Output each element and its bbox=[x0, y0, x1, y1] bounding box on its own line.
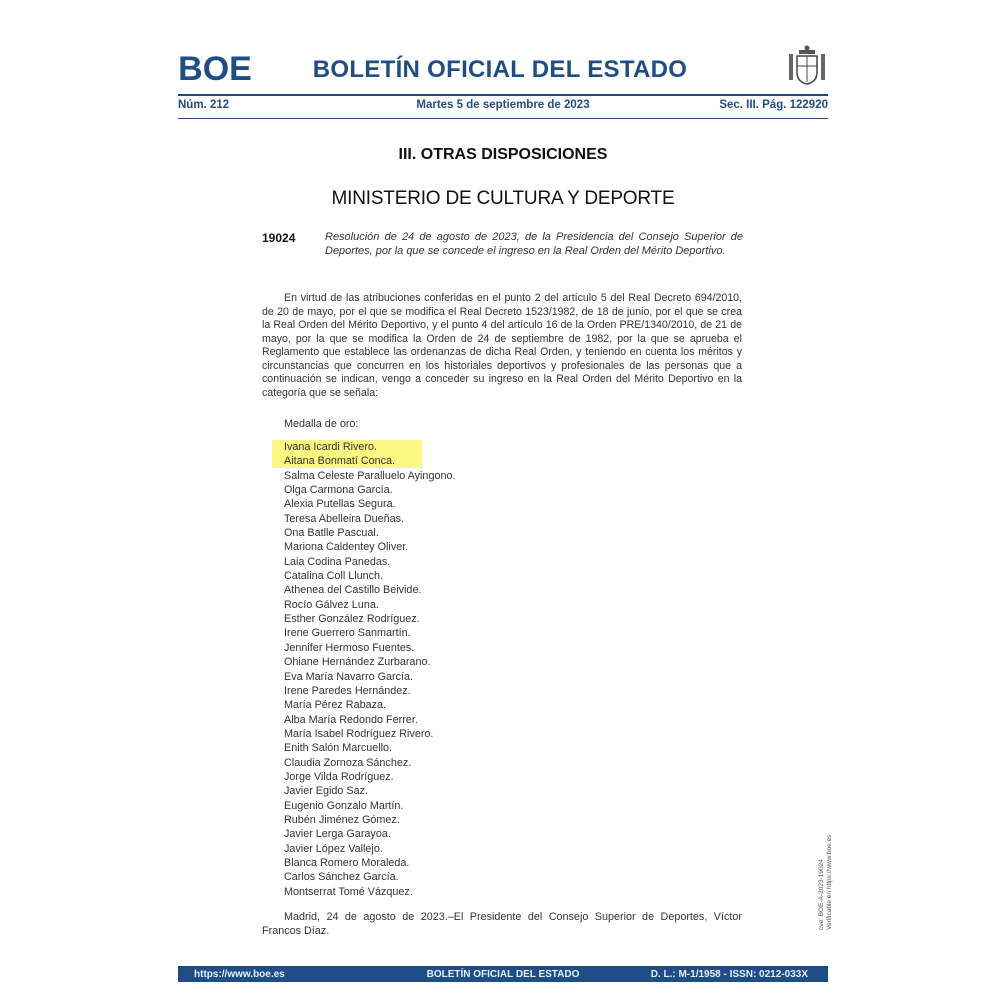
awardee-name bbox=[284, 799, 455, 813]
header-rule-bottom bbox=[178, 118, 828, 119]
awardee-name-text: Ohiane Hernández Zurbarano. bbox=[284, 656, 431, 669]
awardee-name-text: María Isabel Rodríguez Rivero. bbox=[284, 727, 434, 740]
awardee-name bbox=[284, 670, 455, 684]
masthead-title: BOLETÍN OFICIAL DEL ESTADO bbox=[312, 56, 688, 83]
footer-legal-deposit: D. L.: M-1/1958 - ISSN: 0212-033X bbox=[650, 969, 808, 980]
awardee-name bbox=[284, 598, 455, 612]
awardee-name-text: Enith Salón Marcuello. bbox=[284, 742, 393, 755]
signature: Madrid, 24 de agosto de 2023.–El Presidente del Consejo Superior de Deportes, Víctor Francos Díaz. bbox=[262, 911, 742, 937]
awardee-name bbox=[284, 526, 455, 540]
awardee-name bbox=[284, 555, 455, 569]
awardee-name-text: Eva María Navarro García. bbox=[284, 670, 414, 683]
boe-logo-text: BOE bbox=[178, 50, 252, 86]
awardee-name-text: Catalina Coll Llunch. bbox=[284, 570, 384, 583]
awardee-name bbox=[284, 512, 455, 526]
coat-of-arms-icon bbox=[785, 44, 829, 88]
awardee-name bbox=[284, 569, 455, 583]
ministry-title: MINISTERIO DE CULTURA Y DEPORTE bbox=[331, 188, 675, 209]
section-page: Sec. III. Pág. 122920 bbox=[719, 99, 828, 111]
awardee-name-text: Irene Paredes Hernández. bbox=[284, 684, 411, 697]
issue-number: Núm. 212 bbox=[178, 99, 230, 111]
header-rule-top bbox=[178, 94, 828, 96]
awardee-name-text: Ivana Icardi Rivero. bbox=[284, 441, 378, 453]
awardee-name bbox=[284, 741, 455, 755]
awardee-name bbox=[284, 641, 455, 655]
awardee-name-text: Blanca Romero Moraleda. bbox=[284, 856, 410, 869]
awardee-name-text: Claudia Zornoza Sánchez. bbox=[284, 756, 412, 769]
awardee-name-text: María Pérez Rabaza. bbox=[284, 699, 387, 712]
awardee-name bbox=[284, 885, 455, 899]
awardee-name-text: Alba María Redondo Ferrer. bbox=[284, 713, 418, 726]
footer-url-link[interactable]: https://www.boe.es bbox=[194, 969, 285, 980]
awardee-name bbox=[284, 870, 455, 884]
awardee-name bbox=[284, 626, 455, 640]
medal-label: Medalla de oro: bbox=[284, 418, 359, 430]
awardee-name-text: Jennifer Hermoso Fuentes. bbox=[284, 641, 415, 654]
footer-title: BOLETÍN OFICIAL DEL ESTADO bbox=[426, 969, 580, 980]
awardee-name-text: Montserrat Tomé Vázquez. bbox=[284, 885, 413, 898]
awardee-name bbox=[284, 483, 455, 497]
awardee-name-text: Alexia Putellas Segura. bbox=[284, 498, 396, 511]
awardee-name-text: Carlos Sánchez García. bbox=[284, 871, 399, 884]
awardee-name bbox=[284, 540, 455, 554]
awardee-name bbox=[284, 770, 455, 784]
awardee-name bbox=[284, 713, 455, 727]
awardee-name bbox=[284, 440, 455, 454]
awardee-name-text: Rocío Gálvez Luna. bbox=[284, 598, 379, 611]
awardee-list bbox=[284, 440, 455, 899]
awardee-name bbox=[284, 813, 455, 827]
awardee-name bbox=[284, 727, 455, 741]
awardee-name-text: Aitana Bonmatí Conca. bbox=[284, 455, 396, 468]
awardee-name-text: Javier Lerga Garayoa. bbox=[284, 828, 391, 841]
awardee-name bbox=[284, 784, 455, 798]
awardee-name bbox=[284, 454, 455, 468]
issue-date: Martes 5 de septiembre de 2023 bbox=[416, 99, 590, 111]
footer-bar bbox=[178, 966, 828, 982]
verification-url: Verificable en https://www.boe.es bbox=[826, 834, 833, 930]
header-meta-row bbox=[178, 99, 828, 115]
awardee-name-text: Eugenio Gonzalo Martín. bbox=[284, 799, 404, 812]
verification-cve: cve: BOE-A-2023-19024 bbox=[818, 859, 825, 930]
awardee-name bbox=[284, 842, 455, 856]
boe-logo bbox=[178, 50, 252, 86]
awardee-name bbox=[284, 756, 455, 770]
verification-stamp bbox=[818, 810, 842, 930]
section-title: III. OTRAS DISPOSICIONES bbox=[398, 146, 608, 163]
awardee-name bbox=[284, 856, 455, 870]
awardee-name bbox=[284, 698, 455, 712]
awardee-name bbox=[284, 469, 455, 483]
awardee-name-text: Javier Egido Saz. bbox=[284, 785, 369, 798]
awardee-name-text: Esther González Rodríguez. bbox=[284, 613, 420, 626]
awardee-name bbox=[284, 497, 455, 511]
awardee-name-text: Mariona Caldentey Oliver. bbox=[284, 541, 409, 554]
awardee-name bbox=[284, 612, 455, 626]
awardee-name-text: Ona Batlle Pascual. bbox=[284, 527, 379, 540]
awardee-name-text: Salma Celeste Paralluelo Ayingono. bbox=[284, 469, 456, 482]
body-paragraph: En virtud de las atribuciones conferidas en el punto 2 del artículo 5 del Real Decreto 694/2010, de 20 de mayo, por el que se modifica el Real Decreto 1523/1982, de 18 de junio, por el que se crea la Real Orden del Mérito Deportivo, y el punto 4 del artículo 16 de la Orden PRE/1340/2010, de 21 de mayo, por la que se modifica la Orden de 24 de septiembre de 1982, por la que se aprueba el Reglamento que establece las ordenanzas de dicha Real Orden, y teniendo en cuenta los méritos y circunstancias que concurren en los historiales deportivos y profesionales de las personas que a continuación se indican, vengo a conceder su ingreso en la Real Orden del Mérito Deportivo en la categoría que se señala: bbox=[262, 292, 742, 399]
awardee-name bbox=[284, 827, 455, 841]
awardee-name bbox=[284, 684, 455, 698]
disposition-summary: Resolución de 24 de agosto de 2023, de la Presidencia del Consejo Superior de Deportes, por la que se concede el ingreso en la Real Orden del Mérito Deportivo. bbox=[325, 231, 743, 257]
awardee-name-text: Irene Guerrero Sanmartín. bbox=[284, 627, 411, 640]
awardee-name bbox=[284, 583, 455, 597]
awardee-name bbox=[284, 655, 455, 669]
awardee-name-text: Jorge Vilda Rodríguez. bbox=[284, 770, 394, 783]
awardee-name-text: Javier López Vallejo. bbox=[284, 842, 383, 855]
awardee-name-text: Teresa Abelleira Dueñas. bbox=[284, 512, 405, 525]
awardee-name-text: Athenea del Castillo Beivide. bbox=[284, 584, 422, 597]
awardee-name-text: Laia Codina Panedas. bbox=[284, 555, 391, 568]
awardee-name-text: Olga Carmona García. bbox=[284, 484, 393, 497]
awardee-name-text: Rubén Jiménez Gómez. bbox=[284, 813, 400, 826]
disposition-number: 19024 bbox=[262, 231, 296, 245]
